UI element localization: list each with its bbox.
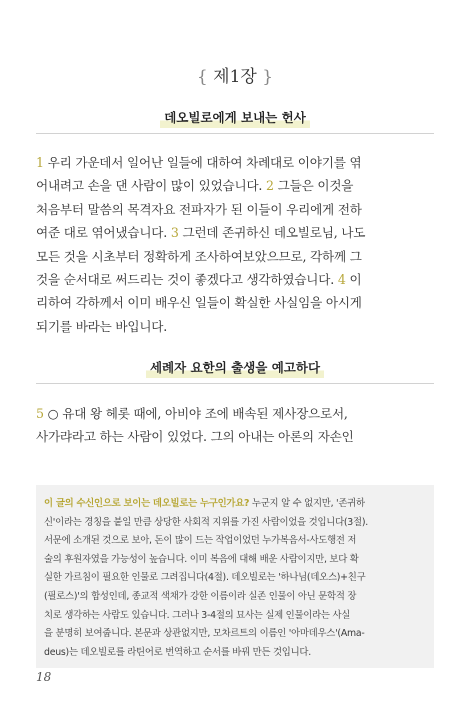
commentary-text: (필로스)'의 합성인데, 종교적 색채가 강한 이름이라 실존 인물이 아닌 문학적 장 — [44, 590, 357, 602]
text-line — [36, 291, 434, 314]
commentary-box — [36, 485, 434, 668]
text-line — [36, 315, 434, 338]
commentary-text: 신'이라는 경칭을 붙일 만큼 상당한 사회적 지위를 가진 사람이었을 것입니다(3절). — [44, 516, 368, 528]
verse-text: 그런데 존귀하신 데오빌로님, 나도 — [178, 225, 366, 241]
text-line — [36, 245, 434, 268]
verse-number: 1 — [36, 155, 44, 170]
verse-text: 어내려고 손을 댄 사람이 많이 있었습니다. — [36, 178, 267, 194]
section-heading-text: 데오빌로에게 보내는 헌사 — [160, 108, 310, 128]
commentary-line — [44, 625, 426, 644]
verse-text: 우리 가운데서 일어난 일들에 대하여 차례대로 이야기를 엮 — [43, 155, 362, 170]
section-divider — [36, 133, 434, 134]
section-heading-dedication — [0, 108, 470, 128]
commentary-line — [44, 644, 426, 663]
text-line — [36, 425, 434, 448]
chapter-title — [0, 62, 470, 87]
commentary-text: 실한 가르침이 필요한 인물로 그려집니다(4절). 데오빌로는 '하나님(데오스)+친구 — [44, 572, 366, 584]
verse-text: 그들은 이것을 — [273, 178, 354, 194]
commentary-line — [44, 607, 426, 626]
commentary-line — [44, 532, 426, 551]
verse-text: 이 — [345, 272, 362, 288]
chapter-label: 제1장 — [213, 67, 257, 87]
page-number: 18 — [36, 670, 52, 684]
commentary-text: 서문에 소개된 것으로 보아, 돈이 많이 드는 작업이었던 누가복음서-사도행전 저 — [44, 535, 357, 547]
text-line — [36, 402, 434, 425]
section-divider — [36, 383, 434, 384]
verse-text: 되기를 바라는 바입니다. — [36, 318, 168, 334]
verse-number: 2 — [266, 178, 274, 194]
section-heading-birth-announcement — [0, 358, 470, 378]
scripture-paragraph-1 — [36, 151, 434, 338]
commentary-line — [44, 514, 426, 533]
commentary-text: 치로 생각하는 사람도 있습니다. 그러나 3-4절의 묘사는 실제 인물이라는 사실 — [44, 609, 351, 621]
verse-text: ○ 유대 왕 헤롯 때에, 아비야 조에 배속된 제사장으로서, — [43, 406, 348, 421]
commentary-text: deus)는 데오빌로를 라틴어로 번역하고 순서를 바꿔 만든 것입니다. — [44, 646, 311, 658]
text-line — [36, 221, 434, 244]
verse-number: 5 — [36, 406, 44, 421]
text-line — [36, 174, 434, 197]
text-line — [36, 268, 434, 291]
commentary-text: 술의 후원자였을 가능성이 높습니다. 이미 복음에 대해 배운 사람이지만, 보다 확 — [44, 553, 359, 565]
commentary-line — [44, 551, 426, 570]
commentary-line — [44, 495, 426, 514]
commentary-line — [44, 588, 426, 607]
verse-text: 사가랴라고 하는 사람이 있었다. 그의 아내는 아론의 자손인 — [36, 429, 354, 445]
verse-text: 처음부터 말씀의 목격자요 전파자가 된 이들이 우리에게 전하 — [36, 201, 362, 217]
text-line — [36, 151, 434, 174]
verse-number: 4 — [337, 272, 346, 288]
commentary-line — [44, 569, 426, 588]
verse-text: 것을 순서대로 써드리는 것이 좋겠다고 생각하였습니다. — [36, 272, 338, 288]
verse-text: 모든 것을 시초부터 정확하게 조사하여보았으므로, 각하께 그 — [36, 248, 362, 264]
scripture-paragraph-2 — [36, 402, 434, 449]
verse-number: 3 — [170, 225, 179, 241]
chapter-bracket-close: } — [262, 67, 274, 87]
section-heading-text: 세례자 요한의 출생을 예고하다 — [146, 358, 324, 378]
verse-text: 여준 대로 엮어냈습니다. — [36, 225, 171, 241]
commentary-text: 누군지 알 수 없지만, '존귀하 — [249, 498, 365, 509]
text-line — [36, 198, 434, 221]
commentary-text: 을 분명히 보여줍니다. 본문과 상관없지만, 모차르트의 이름인 '아마데우스'(Ama- — [44, 628, 365, 640]
commentary-question: 이 글의 수신인으로 보이는 데오빌로는 누구인가요? — [44, 498, 250, 509]
verse-text: 리하여 각하께서 이미 배우신 일들이 확실한 사실임을 아시게 — [36, 295, 362, 311]
chapter-bracket-open: { — [196, 67, 208, 87]
